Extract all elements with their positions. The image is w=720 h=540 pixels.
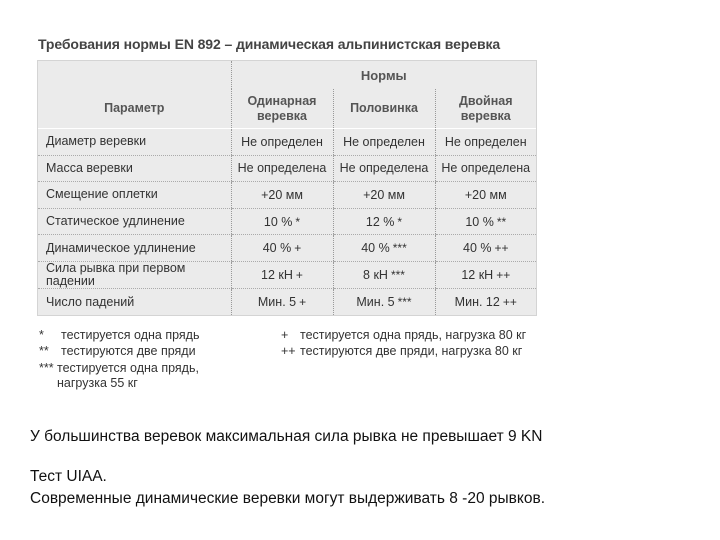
table-row <box>38 155 536 182</box>
cell-value: Не определен <box>444 134 527 149</box>
footnote-symbol: ** <box>39 344 49 358</box>
table-cell <box>333 129 435 156</box>
footnote-5 <box>281 344 522 359</box>
table-cell <box>435 129 536 156</box>
footnote-2 <box>39 344 196 359</box>
table-cell <box>435 261 536 288</box>
cell-footnote-mark: ** <box>496 214 507 229</box>
footnotes <box>37 328 537 394</box>
cell-value: 40 % <box>463 241 492 256</box>
table-row <box>38 288 536 315</box>
row-parameter: Число падений <box>46 294 135 309</box>
body-line-2: Тест UIAA. <box>30 468 107 485</box>
table-cell <box>231 235 333 262</box>
column-header-single: Одинарная веревка <box>231 89 333 129</box>
cell-value: Не определен <box>241 134 323 149</box>
requirements-table <box>38 61 536 315</box>
cell-value: 8 кН <box>363 267 388 282</box>
table-row <box>38 129 536 156</box>
norms-group-header: Нормы <box>231 61 536 89</box>
cell-value: +20 мм <box>261 187 303 202</box>
cell-value: 10 % <box>465 214 494 229</box>
footnote-text: тестируется одна прядь, нагрузка 80 кг <box>300 328 527 342</box>
body-line-3: Современные динамические веревки могут выдерживать 8 -20 рывков. <box>30 490 546 507</box>
cell-value: Мин. 5 <box>257 295 297 310</box>
cell-footnote-mark: *** <box>397 295 412 310</box>
cell-footnote-mark: ++ <box>496 267 511 282</box>
row-parameter: Диаметр веревки <box>38 129 231 156</box>
footnote-text-cont: нагрузка 55 кг <box>57 376 138 390</box>
row-parameter: Сила рывка при первом падении <box>38 261 231 288</box>
table-cell <box>435 288 536 315</box>
cell-value: +20 мм <box>464 187 507 202</box>
table-cell <box>435 235 536 262</box>
norms-table <box>37 60 537 316</box>
footnote-symbol: + <box>281 328 289 342</box>
footnote-symbol: ++ <box>281 344 296 358</box>
column-header-half: Половинка <box>333 89 435 129</box>
cell-value: Не определена <box>237 161 327 176</box>
cell-value: Не определен <box>343 134 425 149</box>
table-body <box>38 129 536 316</box>
table-cell <box>435 155 536 182</box>
footnote-text: тестируются две пряди <box>61 344 196 358</box>
cell-value: Не определена <box>441 161 531 176</box>
table-cell <box>333 261 435 288</box>
row-parameter: Масса веревки <box>38 155 231 182</box>
cell-footnote-mark: ++ <box>502 295 517 310</box>
cell-value: Мин. 5 <box>356 295 395 310</box>
footnote-text: тестируются две пряди, нагрузка 80 кг <box>300 344 523 358</box>
row-parameter: Смещение оплетки <box>38 182 231 209</box>
footnote-1 <box>39 328 199 343</box>
cell-value: 10 % <box>263 214 293 229</box>
table-cell <box>231 288 333 315</box>
cell-footnote-mark: *** <box>390 267 405 282</box>
table-cell <box>231 261 333 288</box>
cell-value: 40 % <box>262 241 292 256</box>
table-cell <box>231 208 333 235</box>
table-cell <box>333 208 435 235</box>
cell-value: 12 % <box>365 214 395 229</box>
footnote-symbol: * <box>39 328 44 342</box>
param-column-header: Параметр <box>104 101 165 115</box>
cell-value: Мин. 12 <box>454 295 500 310</box>
column-header-twin: Двойная веревка <box>435 89 536 129</box>
table-cell <box>333 155 435 182</box>
cell-value: Не определена <box>339 161 429 176</box>
cell-footnote-mark: + <box>295 267 303 282</box>
table-cell <box>231 155 333 182</box>
table-cell <box>333 288 435 315</box>
footnote-text: тестируется одна прядь, <box>57 361 199 375</box>
cell-value: 12 кН <box>461 267 494 282</box>
table-cell <box>333 182 435 209</box>
table-cell <box>231 129 333 156</box>
table-row <box>38 182 536 209</box>
table-cell <box>231 182 333 209</box>
table-cell <box>333 235 435 262</box>
row-parameter: Статическое удлинение <box>38 208 231 235</box>
table-cell <box>435 182 536 209</box>
document-title: Требования нормы EN 892 – динамическая альпинистская веревка <box>38 36 501 52</box>
param-header-spacer <box>38 61 231 89</box>
cell-footnote-mark: * <box>295 214 301 229</box>
table-row <box>38 235 536 262</box>
cell-footnote-mark: + <box>294 241 302 256</box>
cell-footnote-mark: * <box>397 214 403 229</box>
cell-footnote-mark: *** <box>392 241 407 256</box>
footnote-text: тестируется одна прядь <box>61 328 200 342</box>
table-cell <box>435 208 536 235</box>
row-parameter: Динамическое удлинение <box>38 235 231 262</box>
cell-value: 40 % <box>361 241 390 256</box>
cell-value: 12 кН <box>261 267 293 282</box>
cell-value: +20 мм <box>363 187 405 202</box>
cell-footnote-mark: + <box>299 295 307 310</box>
footnote-3 <box>39 361 199 391</box>
cell-footnote-mark: ++ <box>494 241 509 256</box>
footnote-symbol: *** <box>39 361 54 375</box>
footnote-4 <box>281 328 526 343</box>
table-row <box>38 261 536 288</box>
body-line-1: У большинства веревок максимальная сила рывка не превышает 9 KN <box>30 428 543 445</box>
table-row <box>38 208 536 235</box>
